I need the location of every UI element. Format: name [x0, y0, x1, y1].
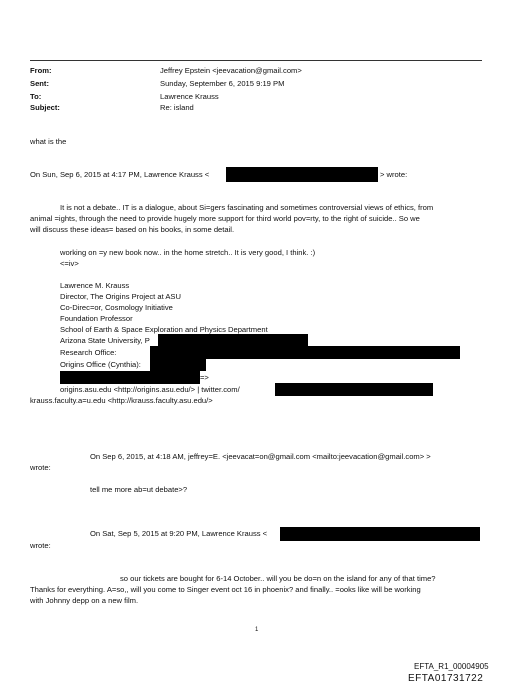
sig-url1: origins.asu.edu <http://origins.asu.edu/> | twitter.com/ — [60, 385, 240, 394]
quote1-para-line: animal =ights, through the need to provide hugely more support for third world pov=rty, to the right of suicide.. So we — [30, 214, 420, 223]
quote3-header: On Sat, Sep 5, 2015 at 9:20 PM, Lawrence Krauss < — [90, 529, 268, 538]
quote1-header: On Sun, Sep 6, 2015 at 4:17 PM, Lawrence Krauss < — [30, 170, 210, 179]
from-label: From: — [30, 66, 52, 75]
page-number: 1 — [255, 627, 259, 633]
sent-value: Sunday, September 6, 2015 9:19 PM — [160, 79, 285, 88]
quote3-para-line: with Johnny depp on a new film. — [30, 596, 139, 605]
sig-research: Research Office: — [60, 348, 117, 357]
sig-title: Arizona State University, P — [60, 336, 150, 345]
sig-title: Co-Direc=or, Cosmology Initiative — [60, 303, 173, 312]
to-value: Lawrence Krauss — [160, 92, 219, 101]
redaction-bar — [226, 167, 378, 182]
wrote-label: wrote: — [30, 541, 51, 550]
redaction-bar — [150, 358, 206, 371]
sig-origins: Origins Office (Cynthia): — [60, 360, 141, 369]
wrote-label: wrote: — [30, 463, 51, 472]
from-value: Jeffrey Epstein <jeevacation@gmail.com> — [160, 66, 302, 75]
redaction-bar — [60, 371, 200, 384]
header-divider — [30, 60, 482, 61]
quote2-header: On Sep 6, 2015, at 4:18 AM, jeffrey=E. <jeevacat=on@gmail.com <mailto:jeevacation@gmail.com> > — [90, 452, 431, 461]
sig-title: Director, The Origins Project at ASU — [60, 292, 181, 301]
quote1-para-line: It is not a debate.. IT is a dialogue, about Si=gers fascinating and sometimes controversial views of ethics, from — [60, 203, 434, 212]
sig-title: School of Earth & Space Exploration and Physics Department — [60, 325, 268, 334]
quote2-text: tell me more ab=ut debate>? — [90, 485, 188, 494]
sig-url2: krauss.faculty.a=u.edu <http://krauss.faculty.asu.edu/> — [30, 396, 213, 405]
sig-name: Lawrence M. Krauss — [60, 281, 130, 290]
sig-gt: => — [200, 373, 209, 382]
redaction-bar — [280, 527, 480, 541]
quote1-wrote: > wrote: — [380, 170, 408, 179]
sig-title: Foundation Professor — [60, 314, 133, 323]
subject-value: Re: island — [160, 103, 194, 112]
redaction-bar — [275, 383, 433, 396]
subject-label: Subject: — [30, 103, 60, 112]
div-tag: <=iv> — [60, 259, 79, 268]
quote3-para-line: so our tickets are bought for 6-14 October.. will you be do=n on the island for any of that time? — [120, 574, 436, 583]
bates-number-small: EFTA_R1_00004905 — [414, 662, 489, 671]
sent-label: Sent: — [30, 79, 49, 88]
reply-text: what is the — [30, 137, 67, 146]
to-label: To: — [30, 92, 42, 101]
working-line: working on =y new book now.. in the home stretch.. It is very good, I think. :) — [60, 248, 316, 257]
quote3-para-line: Thanks for everything. A=so,, will you come to Singer event oct 16 in phoenix? and finally.. =ooks like will be working — [30, 585, 421, 594]
quote1-para-line: will discuss these ideas= based on his books, in some detail. — [30, 225, 235, 234]
bates-number-large: EFTA01731722 — [408, 673, 484, 684]
